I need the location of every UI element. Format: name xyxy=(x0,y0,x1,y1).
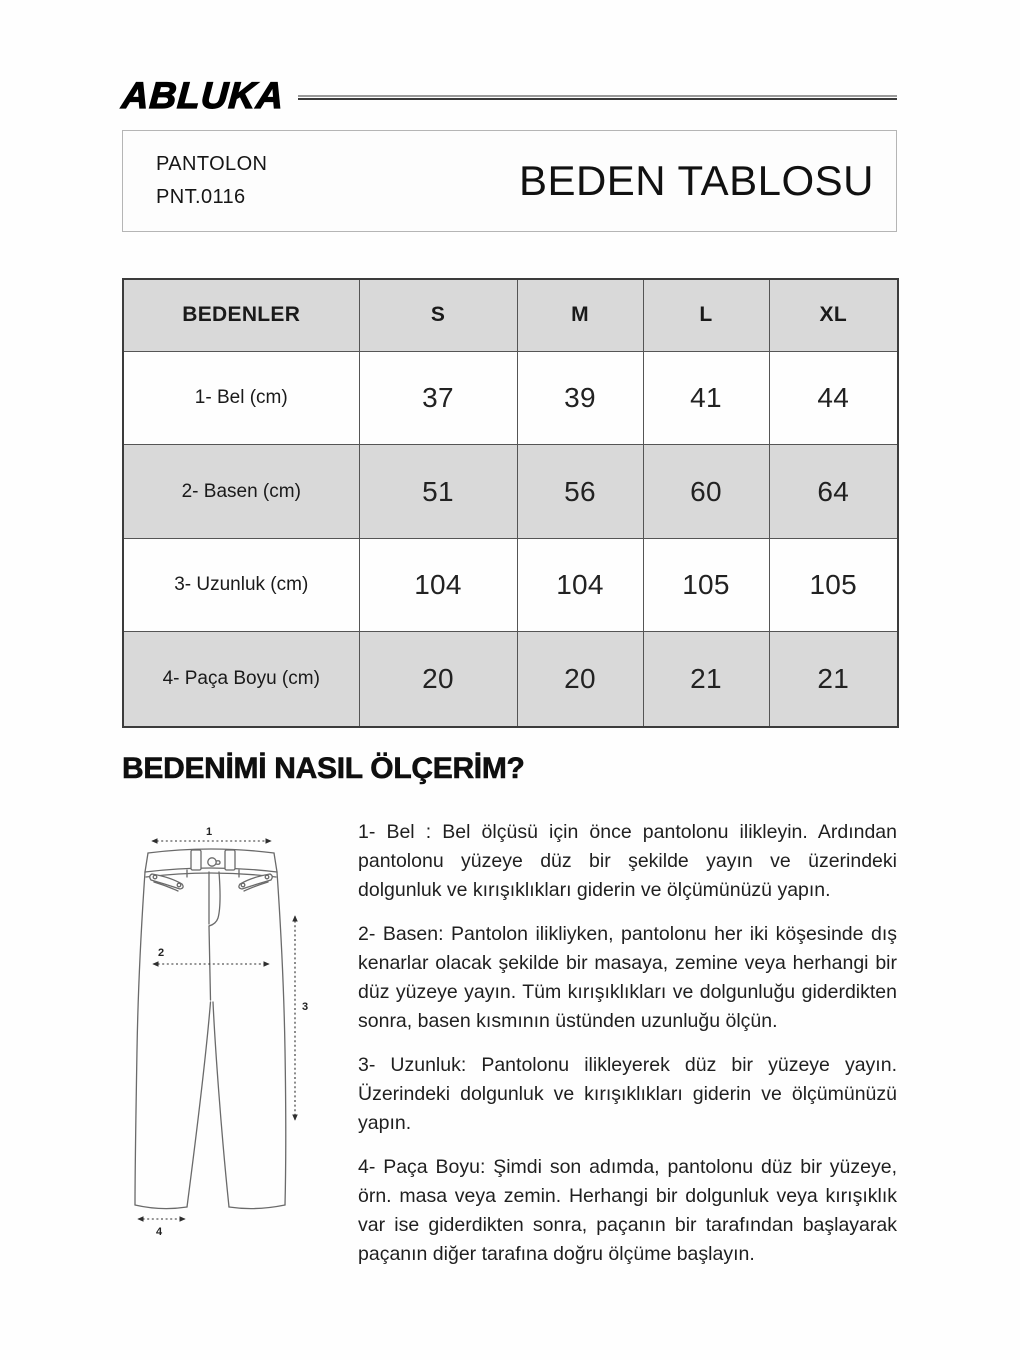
cell-value: 21 xyxy=(769,632,898,727)
measure-arrow-hip xyxy=(153,947,269,964)
column-header-m: M xyxy=(517,279,643,351)
column-header-xl: XL xyxy=(769,279,898,351)
cell-value: 37 xyxy=(359,351,517,445)
cell-value: 41 xyxy=(643,351,769,445)
pants-measurement-diagram xyxy=(125,820,350,1252)
cell-value: 44 xyxy=(769,351,898,445)
cell-value: 21 xyxy=(643,632,769,727)
section-heading: BEDENİMİ NASIL ÖLÇERİM? xyxy=(122,752,525,785)
column-header-sizes: BEDENLER xyxy=(123,279,359,351)
brand-header xyxy=(122,74,897,118)
instruction-step-waist: 1- Bel : Bel ölçüsü için önce pantolonu ilikleyin. Ardından pantolonu yüzeye düz bir şekilde yayın ve üzerindeki dolgunluk ve kırışıklıkları giderin ve ölçümünüzü yapın. xyxy=(358,821,897,901)
measure-arrow-hem xyxy=(138,1219,185,1238)
measure-label-length: 3 xyxy=(302,1001,309,1013)
table-row-length xyxy=(123,538,898,632)
cell-value: 39 xyxy=(517,351,643,445)
cell-value: 104 xyxy=(517,538,643,632)
cell-value: 105 xyxy=(769,538,898,632)
table-row-waist xyxy=(123,351,898,445)
cell-value: 105 xyxy=(643,538,769,632)
table-row-hem xyxy=(123,632,898,727)
measure-arrow-length xyxy=(295,916,308,1120)
size-table xyxy=(122,278,899,728)
row-label: 3- Uzunluk (cm) xyxy=(123,538,359,632)
measure-arrow-waist xyxy=(152,826,271,841)
cell-value: 56 xyxy=(517,445,643,539)
row-label: 1- Bel (cm) xyxy=(123,351,359,445)
cell-value: 104 xyxy=(359,538,517,632)
pants-diagram-svg xyxy=(125,820,350,1252)
header-divider-line xyxy=(298,95,897,100)
product-code: PNT.0116 xyxy=(156,186,246,208)
table-row-hip xyxy=(123,445,898,539)
measure-label-hem: 4 xyxy=(155,1226,163,1238)
instruction-step-hem: 4- Paça Boyu: Şimdi son adımda, pantolonu düz bir yüzeye, örn. masa veya zemin. Herhangi bir dolgunluk veya kırışıklık var ise giderdikten sonra, paçanın bir tarafından başlayarak paçanın diğer tarafına doğru ölçüme başlayın. xyxy=(358,1156,897,1265)
column-header-l: L xyxy=(643,279,769,351)
product-info xyxy=(156,148,267,214)
measure-label-hip: 2 xyxy=(157,947,165,959)
measurement-instructions xyxy=(358,818,897,1284)
document-header-box xyxy=(122,130,897,232)
cell-value: 20 xyxy=(359,632,517,727)
instruction-step-length: 3- Uzunluk: Pantolonu ilikleyerek düz bir yüzeye yayın. Üzerindeki dolgunluk ve kırışıklıkları giderin ve ölçümünüzü yapın. xyxy=(358,1054,897,1134)
page-title: BEDEN TABLOSU xyxy=(518,157,874,204)
brand-logo: ABLUKA xyxy=(120,75,286,116)
column-header-s: S xyxy=(359,279,517,351)
cell-value: 60 xyxy=(643,445,769,539)
cell-value: 20 xyxy=(517,632,643,727)
pants-outline-drawing xyxy=(135,849,286,1209)
cell-value: 51 xyxy=(359,445,517,539)
measure-label-waist: 1 xyxy=(205,826,213,838)
instruction-step-hip: 2- Basen: Pantolon ilikliyken, pantolonu her iki köşesinde dış kenarlar olacak şekilde bir masaya, zemine veya herhangi bir düz yüzeye yayın. Tüm kırışıklıkları ve dolgunluğu giderdikten sonra, basen kısmının üstünden uzunluğu ölçün. xyxy=(358,923,897,1032)
product-name: PANTOLON xyxy=(156,153,268,175)
table-header-row xyxy=(123,279,898,351)
cell-value: 64 xyxy=(769,445,898,539)
row-label: 2- Basen (cm) xyxy=(123,445,359,539)
row-label: 4- Paça Boyu (cm) xyxy=(123,632,359,727)
